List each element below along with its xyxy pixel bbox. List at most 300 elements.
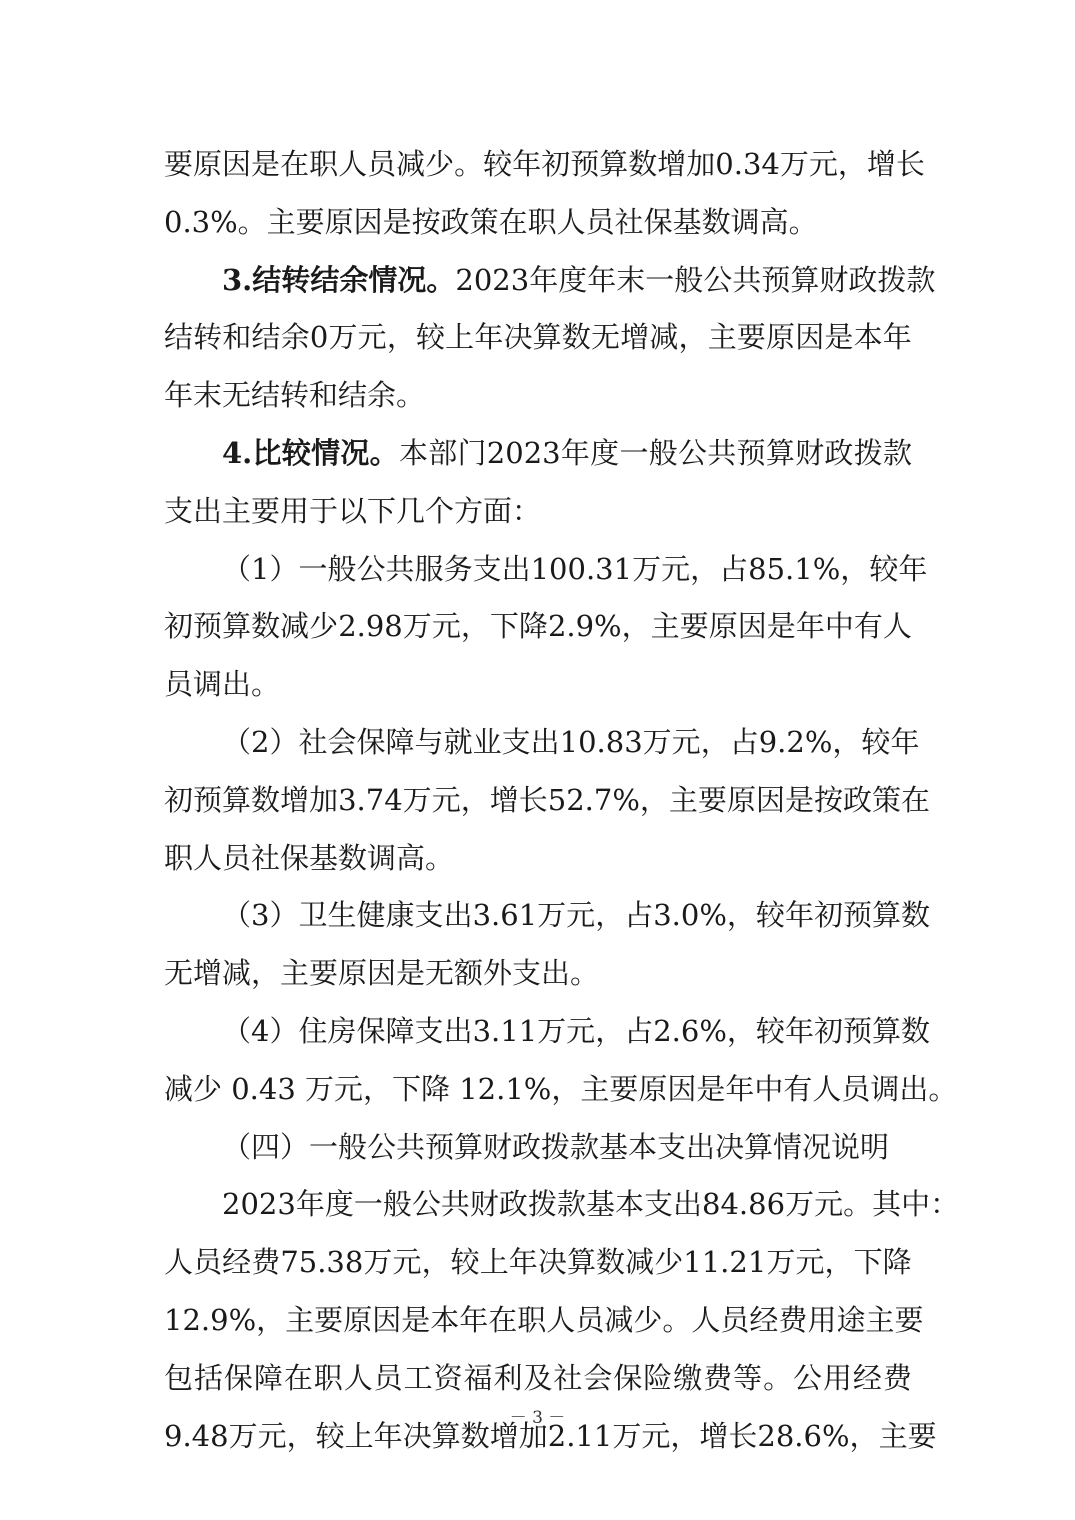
glyph: 保 xyxy=(613,1360,643,1395)
glyph: 要 xyxy=(314,1302,344,1337)
glyph: 福 xyxy=(463,1360,493,1395)
glyph: 拨 xyxy=(853,435,883,470)
glyph: 万 xyxy=(402,782,432,817)
glyph: 结 xyxy=(251,320,281,355)
glyph: 和 xyxy=(222,320,252,355)
glyph: 利 xyxy=(493,1360,523,1395)
page-number: － 3 － xyxy=(509,1408,566,1428)
glyph: 本 xyxy=(853,320,883,355)
glyph: 算 xyxy=(222,609,252,644)
glyph: 增 xyxy=(489,782,519,817)
glyph: 况 xyxy=(340,435,370,470)
glyph: 一 xyxy=(353,1187,383,1222)
glyph: 算 xyxy=(871,898,901,933)
glyph: 85.1% xyxy=(748,551,841,586)
glyph: 减 xyxy=(649,320,679,355)
glyph: 28.6% xyxy=(757,1418,850,1453)
glyph: 预 xyxy=(193,609,223,644)
glyph: 员 xyxy=(367,147,397,181)
glyph: 初 xyxy=(164,609,194,644)
glyph: 占 xyxy=(624,1013,654,1048)
glyph: 万 xyxy=(766,1245,796,1280)
glyph: 情 xyxy=(368,262,398,297)
glyph: 支 xyxy=(472,551,502,586)
glyph: ） xyxy=(269,724,299,759)
glyph: 住 xyxy=(298,1013,328,1048)
glyph: 长 xyxy=(728,1418,758,1453)
glyph: 是 xyxy=(784,782,814,817)
glyph: 增 xyxy=(280,782,310,817)
glyph: 2.6% xyxy=(653,1013,727,1048)
glyph: 共 xyxy=(440,1187,470,1222)
glyph: 84.86 xyxy=(702,1187,786,1222)
glyph: 政 xyxy=(498,1187,528,1222)
glyph: 公 xyxy=(356,551,386,586)
glyph: 较 xyxy=(450,1245,480,1280)
glyph: 2.11 xyxy=(547,1418,613,1453)
glyph: 在 xyxy=(280,147,310,181)
glyph: 人 xyxy=(338,147,368,181)
glyph: 元 xyxy=(566,898,596,933)
glyph: 用 xyxy=(822,1360,852,1395)
glyph: 出 xyxy=(443,898,473,933)
glyph: 。 xyxy=(369,435,399,470)
glyph: 度 xyxy=(324,1187,354,1222)
glyph: 一 xyxy=(619,435,649,470)
glyph: 下 xyxy=(489,609,519,644)
glyph: 长 xyxy=(895,147,925,181)
glyph: 少 xyxy=(633,1302,663,1337)
glyph: 等 xyxy=(733,1360,763,1395)
glyph: 上 xyxy=(479,1245,509,1280)
glyph: 政 xyxy=(824,435,854,470)
glyph: ） xyxy=(269,551,299,586)
glyph: 算 xyxy=(532,320,562,355)
glyph: 就 xyxy=(443,724,473,759)
line-text: 0.3%。主要原因是按政策在职人员社保基数调高。 xyxy=(164,204,818,239)
glyph: 况 xyxy=(397,262,427,297)
glyph: 要 xyxy=(736,320,766,355)
glyph: 中 xyxy=(901,1187,931,1222)
glyph: 共 xyxy=(385,551,415,586)
glyph: 预 xyxy=(736,435,766,470)
glyph: 情 xyxy=(311,435,341,470)
text-line xyxy=(164,598,912,656)
glyph: ， xyxy=(678,320,708,355)
glyph: ， xyxy=(460,609,490,644)
glyph: 元 xyxy=(661,551,691,586)
glyph: 元 xyxy=(671,724,701,759)
glyph: ， xyxy=(286,1418,316,1453)
glyph: 3.0% xyxy=(653,898,727,933)
glyph: 障 xyxy=(385,724,415,759)
glyph: 数 xyxy=(561,320,591,355)
glyph: 占 xyxy=(719,551,749,586)
glyph: 增 xyxy=(699,1418,729,1453)
glyph: 拨 xyxy=(527,1187,557,1222)
glyph: 预 xyxy=(761,262,791,297)
glyph: 长 xyxy=(518,782,548,817)
glyph: ） xyxy=(269,898,299,933)
glyph: 年 xyxy=(890,724,920,759)
glyph: 元 xyxy=(392,1245,422,1280)
glyph: 保 xyxy=(356,724,386,759)
glyph: 降 xyxy=(518,609,548,644)
glyph: 加 xyxy=(686,147,716,181)
glyph: 员 xyxy=(373,1360,403,1395)
line-text: （四）一般公共预算财政拨款基本支出决算情况说明 xyxy=(222,1129,890,1164)
glyph: 9.2% xyxy=(758,724,833,759)
glyph: 算 xyxy=(790,262,820,297)
glyph: 万 xyxy=(632,551,662,586)
glyph: 般 xyxy=(327,551,357,586)
glyph: 房 xyxy=(327,1013,357,1048)
glyph: 主 xyxy=(650,609,680,644)
text-line xyxy=(164,136,925,194)
glyph: 其 xyxy=(872,1187,902,1222)
glyph: 一 xyxy=(298,551,328,586)
glyph: 少 xyxy=(654,1245,684,1280)
text-line xyxy=(164,367,912,425)
line-text: 年末无结转和结余。 xyxy=(164,378,426,413)
glyph: 预 xyxy=(193,782,223,817)
glyph: 元 xyxy=(566,1013,596,1048)
glyph: 共 xyxy=(732,262,762,297)
glyph: ， xyxy=(726,1013,756,1048)
glyph: 康 xyxy=(385,898,415,933)
glyph: 一 xyxy=(645,262,675,297)
glyph: 转 xyxy=(193,320,223,355)
glyph: 75.38 xyxy=(280,1245,364,1280)
glyph: 经 xyxy=(222,1245,252,1280)
glyph: 会 xyxy=(327,724,357,759)
glyph: 在 xyxy=(901,782,931,817)
text-line xyxy=(164,830,912,888)
glyph: 款 xyxy=(882,435,912,470)
glyph: 初 xyxy=(541,147,571,181)
glyph: 算 xyxy=(765,435,795,470)
glyph: 余 xyxy=(280,320,310,355)
glyph: 财 xyxy=(469,1187,499,1222)
glyph: 主 xyxy=(707,320,737,355)
glyph: ， xyxy=(700,724,730,759)
glyph: （ xyxy=(222,724,252,759)
glyph: 元 xyxy=(641,1418,671,1453)
document-body xyxy=(164,136,960,1465)
line-text: 支出主要用于以下几个方面： xyxy=(164,493,542,528)
glyph: 款 xyxy=(906,262,936,297)
glyph: 在 xyxy=(488,1302,518,1337)
glyph: 主 xyxy=(878,1418,908,1453)
glyph: 万 xyxy=(612,1418,642,1453)
text-line xyxy=(164,194,912,252)
glyph: 数 xyxy=(901,898,931,933)
glyph: 。 xyxy=(454,147,484,181)
glyph: 保 xyxy=(223,1360,253,1395)
glyph: 人 xyxy=(691,1302,721,1337)
glyph: 较 xyxy=(861,724,891,759)
glyph: 会 xyxy=(583,1360,613,1395)
glyph: 出 xyxy=(501,551,531,586)
glyph: 万 xyxy=(537,1013,567,1048)
glyph: 原 xyxy=(193,147,223,181)
glyph: 初 xyxy=(164,782,194,817)
glyph: 拨 xyxy=(877,262,907,297)
glyph: ， xyxy=(832,724,862,759)
glyph: 年 xyxy=(882,320,912,355)
glyph: 12.9% xyxy=(164,1302,257,1337)
glyph: 原 xyxy=(343,1302,373,1337)
glyph: 要 xyxy=(907,1418,937,1453)
glyph: 无 xyxy=(591,320,621,355)
glyph: 主 xyxy=(668,782,698,817)
glyph: ， xyxy=(670,1418,700,1453)
glyph: 2.98 xyxy=(338,609,403,644)
glyph: 。 xyxy=(763,1360,793,1395)
glyph: 较 xyxy=(869,551,899,586)
glyph: 0 xyxy=(309,320,329,355)
glyph: 100.31 xyxy=(530,551,633,586)
glyph: 数 xyxy=(460,1418,490,1453)
glyph: 费 xyxy=(882,1360,912,1395)
glyph: ） xyxy=(269,1013,299,1048)
text-line xyxy=(164,1350,912,1408)
line-text: 减少 0.43 万元，下降 12.1%，主要原因是年中有人员调出。 xyxy=(164,1071,958,1106)
glyph: 财 xyxy=(795,435,825,470)
glyph: 结 xyxy=(310,262,340,297)
glyph: 年 xyxy=(295,1187,325,1222)
glyph: 元 xyxy=(431,609,461,644)
glyph: 元 xyxy=(431,782,461,817)
glyph: 主 xyxy=(865,1302,895,1337)
glyph: ， xyxy=(595,1013,625,1048)
glyph: 元 xyxy=(814,1187,844,1222)
glyph: 年 xyxy=(587,262,617,297)
glyph: 人 xyxy=(164,1245,194,1280)
glyph: 有 xyxy=(853,609,883,644)
glyph: 年 xyxy=(784,1013,814,1048)
glyph: 2 xyxy=(251,724,270,759)
glyph: 是 xyxy=(824,320,854,355)
glyph: 支 xyxy=(414,898,444,933)
glyph: ， xyxy=(421,1245,451,1280)
glyph: 因 xyxy=(737,609,767,644)
glyph: 占 xyxy=(729,724,759,759)
glyph: 本 xyxy=(398,435,428,470)
glyph: 增 xyxy=(657,147,687,181)
glyph: 年 xyxy=(560,435,590,470)
glyph: 部 xyxy=(428,435,458,470)
glyph: 因 xyxy=(755,782,785,817)
glyph: 数 xyxy=(596,1245,626,1280)
glyph: 出 xyxy=(530,724,560,759)
glyph: 支 xyxy=(414,1013,444,1048)
glyph: 财 xyxy=(819,262,849,297)
glyph: 员 xyxy=(193,1245,223,1280)
glyph: 。 xyxy=(662,1302,692,1337)
glyph: 职 xyxy=(517,1302,547,1337)
glyph: 11.21 xyxy=(683,1245,767,1280)
glyph: 工 xyxy=(403,1360,433,1395)
glyph: 因 xyxy=(795,320,825,355)
glyph: 初 xyxy=(813,898,843,933)
glyph: 公 xyxy=(703,262,733,297)
glyph: 生 xyxy=(327,898,357,933)
glyph: 在 xyxy=(283,1360,313,1395)
glyph: 途 xyxy=(836,1302,866,1337)
glyph: 费 xyxy=(778,1302,808,1337)
glyph: 公 xyxy=(411,1187,441,1222)
glyph: 门 xyxy=(457,435,487,470)
glyph: 减 xyxy=(280,609,310,644)
glyph: 保 xyxy=(356,1013,386,1048)
glyph: 减 xyxy=(604,1302,634,1337)
glyph: 年 xyxy=(373,1418,403,1453)
glyph: ， xyxy=(386,320,416,355)
glyph: 增 xyxy=(489,1418,519,1453)
line-text: 员调出。 xyxy=(164,667,281,702)
glyph: 出 xyxy=(673,1187,703,1222)
text-line xyxy=(164,1003,931,1061)
text-line xyxy=(164,772,931,830)
glyph: 增 xyxy=(866,147,896,181)
glyph: 度 xyxy=(558,262,588,297)
glyph: 3.61 xyxy=(472,898,538,933)
glyph: 预 xyxy=(842,1013,872,1048)
glyph: 度 xyxy=(590,435,620,470)
glyph: 是 xyxy=(251,147,281,181)
glyph: 算 xyxy=(431,1418,461,1453)
glyph: 减 xyxy=(625,1245,655,1280)
glyph: 3. xyxy=(222,262,253,297)
glyph: 般 xyxy=(674,262,704,297)
glyph: 万 xyxy=(363,1245,393,1280)
glyph: ， xyxy=(639,782,669,817)
text-line xyxy=(164,1176,960,1234)
glyph: 4 xyxy=(251,1013,270,1048)
glyph: 1 xyxy=(251,551,270,586)
glyph: 费 xyxy=(703,1360,733,1395)
glyph: 决 xyxy=(537,1245,567,1280)
glyph: 4. xyxy=(222,435,253,470)
glyph: 本 xyxy=(614,1187,644,1222)
text-line xyxy=(164,541,928,599)
glyph: 社 xyxy=(553,1360,583,1395)
glyph: 余 xyxy=(339,262,369,297)
glyph: 比 xyxy=(252,435,282,470)
glyph: 公 xyxy=(678,435,708,470)
glyph: 转 xyxy=(281,262,311,297)
text-line xyxy=(164,1119,912,1177)
glyph: 0.34 xyxy=(715,147,780,181)
glyph: 10.83 xyxy=(559,724,643,759)
glyph: 业 xyxy=(472,724,502,759)
glyph: 按 xyxy=(813,782,843,817)
glyph: 数 xyxy=(251,609,281,644)
glyph: 务 xyxy=(443,551,473,586)
glyph: 2.9% xyxy=(547,609,622,644)
line-text: 无增减，主要原因是无额外支出。 xyxy=(164,956,600,991)
glyph: 较 xyxy=(755,1013,785,1048)
glyph: 2023 xyxy=(486,435,561,470)
glyph: 万 xyxy=(537,898,567,933)
glyph: 3.11 xyxy=(472,1013,538,1048)
glyph: 占 xyxy=(624,898,654,933)
glyph: 险 xyxy=(643,1360,673,1395)
glyph: 少 xyxy=(309,609,339,644)
glyph: 年 xyxy=(474,320,504,355)
glyph: 2023 xyxy=(222,1187,296,1222)
text-line xyxy=(164,425,912,483)
glyph: ， xyxy=(726,898,756,933)
glyph: 万 xyxy=(642,724,672,759)
glyph: 2023 xyxy=(455,262,530,297)
glyph: 万 xyxy=(779,147,809,181)
glyph: ， xyxy=(840,551,870,586)
glyph: 人 xyxy=(343,1360,373,1395)
glyph: 算 xyxy=(871,1013,901,1048)
glyph: ， xyxy=(849,1418,879,1453)
glyph: 原 xyxy=(708,609,738,644)
glyph: 中 xyxy=(824,609,854,644)
glyph: 员 xyxy=(720,1302,750,1337)
glyph: 费 xyxy=(251,1245,281,1280)
glyph: 与 xyxy=(414,724,444,759)
glyph: 元 xyxy=(257,1418,287,1453)
text-line xyxy=(164,309,912,367)
glyph: 数 xyxy=(251,782,281,817)
glyph: 年 xyxy=(508,1245,538,1280)
glyph: 年 xyxy=(898,551,928,586)
glyph: 公 xyxy=(793,1360,823,1395)
glyph: 原 xyxy=(726,782,756,817)
glyph: 基 xyxy=(585,1187,615,1222)
glyph: 要 xyxy=(697,782,727,817)
glyph: 款 xyxy=(556,1187,586,1222)
text-line xyxy=(164,483,912,541)
glyph: 结 xyxy=(252,262,282,297)
text-line xyxy=(164,887,931,945)
glyph: 要 xyxy=(679,609,709,644)
glyph: 用 xyxy=(807,1302,837,1337)
glyph: 末 xyxy=(616,262,646,297)
glyph: 结 xyxy=(164,320,194,355)
glyph: 支 xyxy=(644,1187,674,1222)
glyph: 策 xyxy=(872,782,902,817)
glyph: 下 xyxy=(853,1245,883,1280)
glyph: 员 xyxy=(575,1302,605,1337)
glyph: 算 xyxy=(566,1245,596,1280)
glyph: 较 xyxy=(281,435,311,470)
glyph: 增 xyxy=(620,320,650,355)
glyph: 障 xyxy=(253,1360,283,1395)
glyph: 年 xyxy=(512,147,542,181)
glyph: 万 xyxy=(785,1187,815,1222)
glyph: 预 xyxy=(570,147,600,181)
glyph: 因 xyxy=(222,147,252,181)
glyph: 上 xyxy=(445,320,475,355)
glyph: 52.7% xyxy=(547,782,640,817)
glyph: ， xyxy=(824,1245,854,1280)
glyph: 较 xyxy=(415,320,445,355)
glyph: 年 xyxy=(529,262,559,297)
glyph: 经 xyxy=(852,1360,882,1395)
glyph: 出 xyxy=(443,1013,473,1048)
glyph: 因 xyxy=(372,1302,402,1337)
glyph: 是 xyxy=(766,609,796,644)
glyph: 主 xyxy=(285,1302,315,1337)
glyph: ， xyxy=(621,609,651,644)
